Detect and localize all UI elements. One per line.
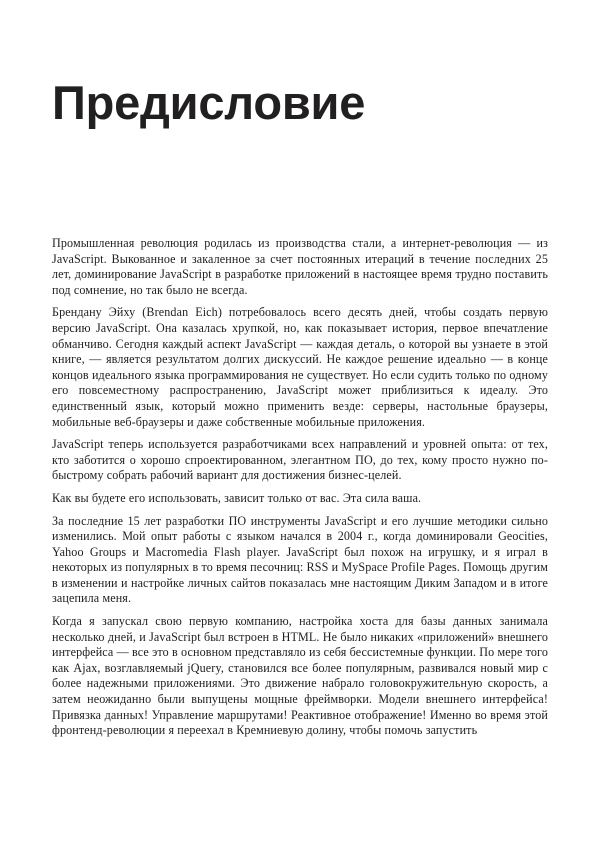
paragraph: Промышленная революция родилась из производства стали, а интернет-революция — из JavaScript. Выкованное и закаленное за счет постоянных итераций в течение последних 25 лет, доминирование JavaScript в разработке приложений в настоящее время трудно поставить под сомнение, но так было не всегда. bbox=[52, 236, 548, 297]
paragraph: Когда я запускал свою первую компанию, настройка хоста для базы данных занимала несколько дней, и JavaScript был встроен в HTML. Не было никаких «приложений» внешнего интерфейса — все это в основном представляло из себя бессистемные функции. По мере того как Ajax, возглавляемый jQuery, становился все более популярным, развивался новый мир с более надежными приложениями. Это движение набрало головокружительную скорость, а затем неожиданно были выпущены мощные фреймворки. Модели внешнего интерфейса! Привязка данных! Управление маршрутами! Реактивное отображение! Именно во время этой фронтенд-революции я переехал в Кремниевую долину, чтобы помочь запустить bbox=[52, 614, 548, 738]
page-title: Предисловие bbox=[52, 76, 366, 129]
paragraph: За последние 15 лет разработки ПО инструменты JavaScript и его лучшие методики сильно изменились. Мой опыт работы с языком начался в 2004 г., когда доминировали Geocities, Yahoo Groups и Macromedia Flash player. JavaScript был похож на игрушку, и я играл в некоторых из популярных в то время песочниц: RSS и MySpace Profile Pages. Помощь другим в изменении и настройке личных сайтов показалась мне настоящим Диким Западом и в итоге зацепила меня. bbox=[52, 513, 548, 606]
paragraph: Как вы будете его использовать, зависит только от вас. Эта сила ваша. bbox=[52, 490, 422, 505]
paragraph: JavaScript теперь используется разработчиками всех направлений и уровней опыта: от тех, кто заботится о хорошо спроектированном, элегантном ПО, до тех, кому просто нужно по-быстрому собрать рабочий вариант для достижения бизнес-целей. bbox=[52, 437, 548, 483]
paragraph: Брендану Эйху (Brendan Eich) потребовалось всего десять дней, чтобы создать первую версию JavaScript. Она казалась хрупкой, но, как показывает история, первое впечатление обманчиво. Сегодня каждый аспект JavaScript — каждая деталь, о которой вы узнаете в этой книге, — является результатом долгих дискуссий. Не каждое решение идеально — в конце концов идеального языка программирования не существует. Но если судить только по одному его повсеместному распространению, JavaScript может приблизиться к идеалу. Это единственный язык, который можно применить везде: серверы, настольные браузеры, мобильные веб-браузеры и даже собственные мобильные приложения. bbox=[52, 305, 548, 429]
body-text-column bbox=[52, 236, 548, 739]
